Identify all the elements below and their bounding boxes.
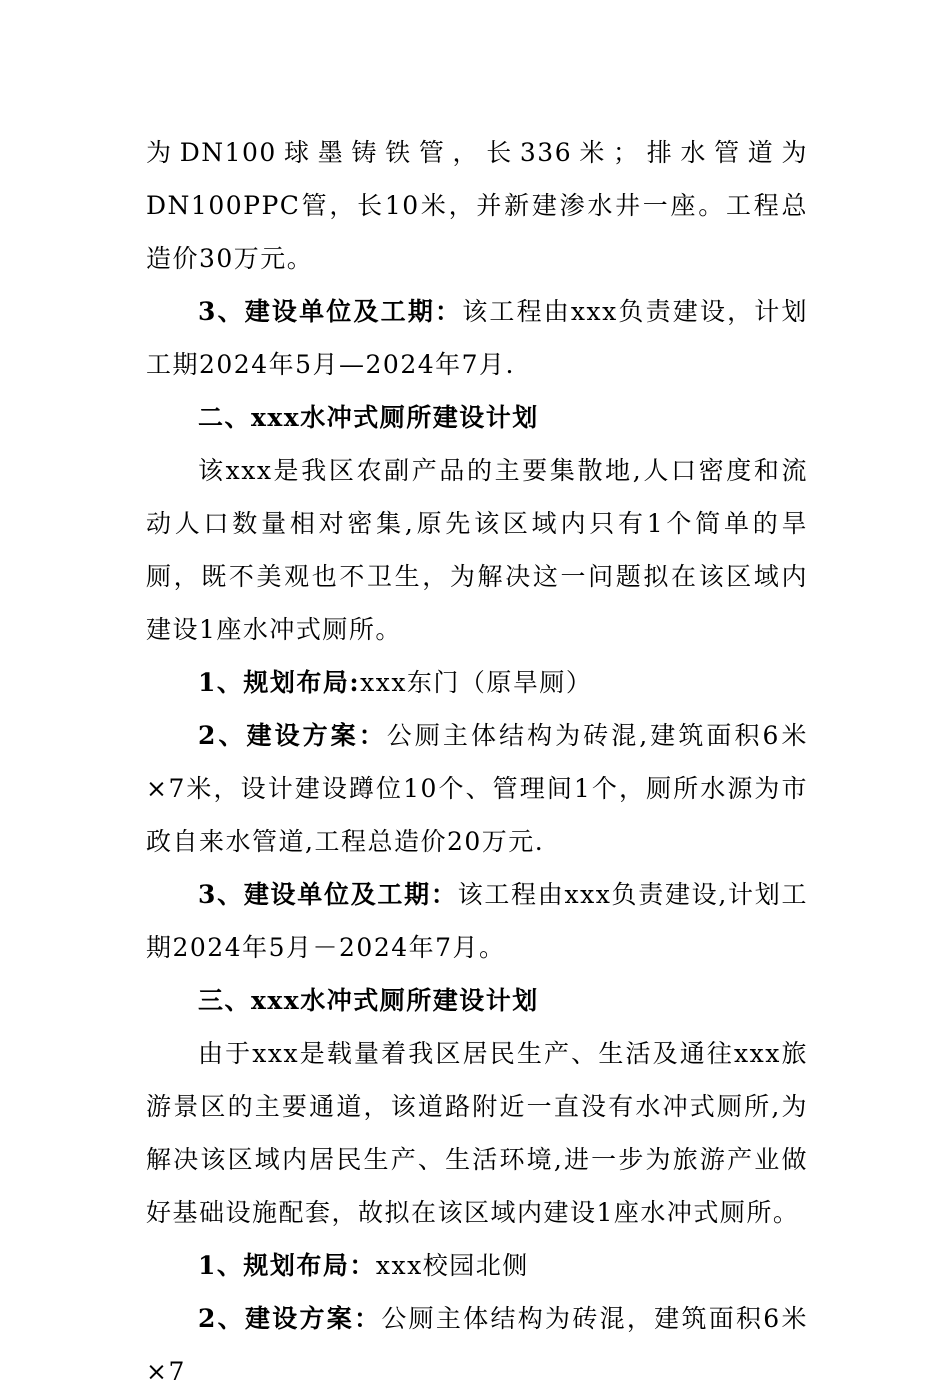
paragraph-layout-2 xyxy=(146,656,808,709)
section-heading-2: 二、xxx水冲式厕所建设计划 xyxy=(198,403,539,432)
paragraph-text: xxx东门（原旱厕） xyxy=(360,668,593,697)
paragraph-label: 2、建设方案： xyxy=(198,1304,382,1333)
paragraph-label: 3、建设单位及工期： xyxy=(198,297,463,326)
paragraph-unit-schedule-1 xyxy=(146,285,808,391)
paragraph-background-2 xyxy=(146,444,808,656)
paragraph-label: 1、规划布局: xyxy=(198,668,361,697)
paragraph-text: 该xxx是我区农副产品的主要集散地,人口密度和流动人口数量相对密集,原先该区域内只有1个简单的旱厕，既不美观也不卫生，为解决这一问题拟在该区域内建设1座水冲式厕所。 xyxy=(146,456,808,644)
paragraph-text: xxx校园北侧 xyxy=(375,1251,529,1280)
paragraph-text: 该工程由xxx负责建设，计划工期2024年5月—2024年7月. xyxy=(146,297,808,379)
paragraph-text: 由于xxx是载量着我区居民生产、生活及通往xxx旅游景区的主要通道，该道路附近一直没有水冲式厕所,为解决该区域内居民生产、生活环境,进一步为旅游产业做好基础设施配套，故拟在该区域内建设1座水冲式厕所。 xyxy=(146,1039,808,1227)
paragraph-layout-3 xyxy=(146,1239,808,1292)
paragraph-label: 1、规划布局： xyxy=(198,1251,376,1280)
paragraph-label: 3、建设单位及工期： xyxy=(198,880,458,909)
section-heading-3: 三、xxx水冲式厕所建设计划 xyxy=(198,986,539,1015)
paragraph-unit-schedule-2 xyxy=(146,868,808,974)
paragraph-plan-2 xyxy=(146,709,808,868)
paragraph-text: 为DN100球墨铸铁管，长336米；排水管道为DN100PPC管，长10米，并新建渗水井一座。工程总造价30万元。 xyxy=(146,138,808,273)
paragraph-text: 公厕主体结构为砖混，建筑面积6米×7 xyxy=(146,1304,808,1386)
paragraph-background-3 xyxy=(146,1027,808,1239)
paragraph-plan-3 xyxy=(146,1292,808,1398)
paragraph-text: 该工程由xxx负责建设,计划工期2024年5月－2024年7月。 xyxy=(146,880,808,962)
document-body xyxy=(146,126,808,1398)
paragraph-pipe-specs xyxy=(146,126,808,285)
paragraph-text: 公厕主体结构为砖混,建筑面积6米×7米，设计建设蹲位10个、管理间1个，厕所水源为市政自来水管道,工程总造价20万元. xyxy=(146,721,808,856)
paragraph-label: 2、建设方案： xyxy=(198,721,387,750)
